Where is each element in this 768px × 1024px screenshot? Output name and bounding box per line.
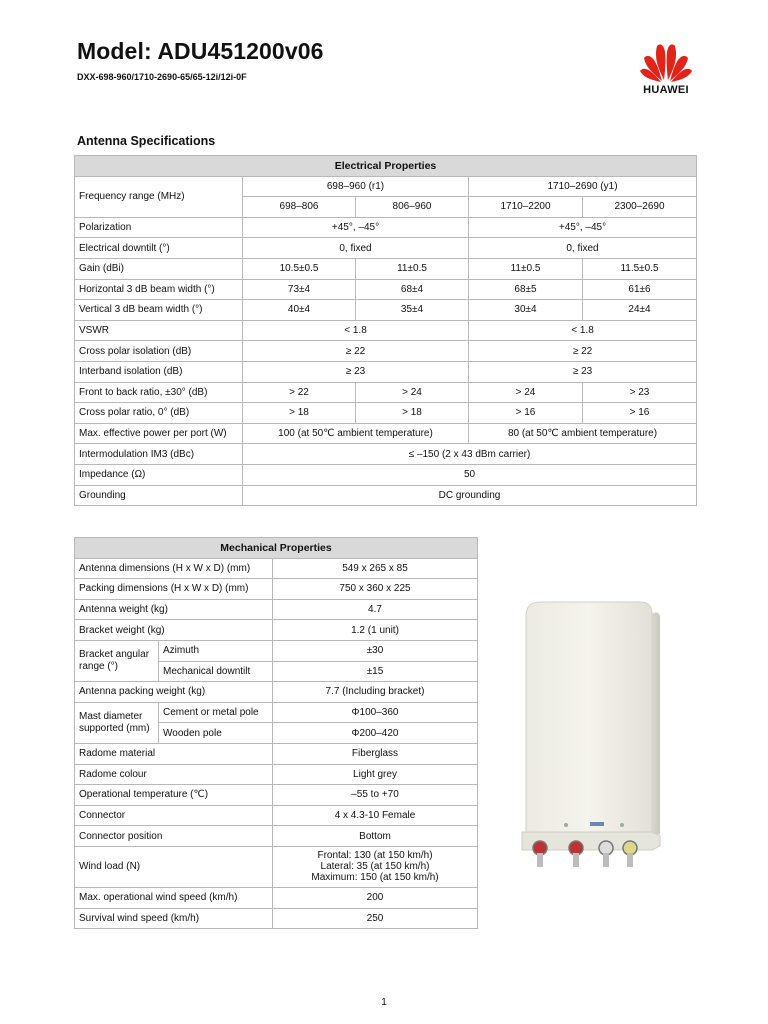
row-label: Radome colour — [75, 764, 273, 785]
row-label: Max. effective power per port (W) — [75, 423, 243, 444]
row-label: Electrical downtilt (°) — [75, 238, 243, 259]
row-label: Gain (dBi) — [75, 258, 243, 279]
electrical-properties-table — [74, 155, 697, 506]
table-row — [75, 682, 478, 703]
row-value: Φ100–360 — [273, 702, 478, 723]
row-value: 40±4 — [243, 300, 356, 321]
table-row — [75, 887, 478, 908]
row-label: Vertical 3 dB beam width (°) — [75, 300, 243, 321]
row-value: > 16 — [469, 403, 583, 424]
table-row — [75, 579, 478, 600]
row-label: Mast diameter supported (mm) — [75, 702, 159, 743]
row-value: Φ200–420 — [273, 723, 478, 744]
brand-name: HUAWEI — [643, 84, 689, 96]
row-label: Radome material — [75, 743, 273, 764]
row-value: 7.7 (Including bracket) — [273, 682, 478, 703]
huawei-logo-icon — [640, 38, 692, 82]
row-value: 50 — [243, 464, 697, 485]
row-value: +45°, –45° — [469, 217, 697, 238]
row-value: > 18 — [356, 403, 469, 424]
row-value: 11±0.5 — [469, 258, 583, 279]
row-value: > 16 — [583, 403, 697, 424]
table-row — [75, 320, 697, 341]
subband-806-960: 806–960 — [356, 197, 469, 218]
row-label: Operational temperature (℃) — [75, 785, 273, 806]
table-row — [75, 908, 478, 929]
row-label: Intermodulation IM3 (dBc) — [75, 444, 243, 465]
row-value: 10.5±0.5 — [243, 258, 356, 279]
row-label: Antenna packing weight (kg) — [75, 682, 273, 703]
row-value: 24±4 — [583, 300, 697, 321]
table-row — [75, 279, 697, 300]
subband-1710-2200: 1710–2200 — [469, 197, 583, 218]
row-value: 0, fixed — [469, 238, 697, 259]
row-label: Bracket angular range (°) — [75, 640, 159, 681]
row-label: Connector — [75, 805, 273, 826]
table-row — [75, 702, 478, 723]
electrical-properties-heading: Electrical Properties — [75, 156, 697, 177]
row-value: < 1.8 — [469, 320, 697, 341]
row-value: –55 to +70 — [273, 785, 478, 806]
row-sublabel: Azimuth — [159, 640, 273, 661]
row-value: Bottom — [273, 826, 478, 847]
page-title: Model: ADU451200v06 — [77, 38, 324, 64]
table-row — [75, 485, 697, 506]
row-value: ≥ 23 — [469, 361, 697, 382]
row-label: Antenna dimensions (H x W x D) (mm) — [75, 558, 273, 579]
table-row — [75, 464, 697, 485]
table-row — [75, 620, 478, 641]
antenna-product-image — [518, 596, 668, 881]
row-label: Polarization — [75, 217, 243, 238]
table-row — [75, 805, 478, 826]
row-sublabel: Wooden pole — [159, 723, 273, 744]
mechanical-properties-table — [74, 537, 478, 929]
table-row — [75, 785, 478, 806]
band-y1: 1710–2690 (y1) — [469, 176, 697, 197]
row-value: DC grounding — [243, 485, 697, 506]
table-row — [75, 599, 478, 620]
wind-load-maximum: Maximum: 150 (at 150 km/h) — [311, 872, 439, 884]
row-value: > 24 — [469, 382, 583, 403]
row-value: 11±0.5 — [356, 258, 469, 279]
row-label: Interband isolation (dB) — [75, 361, 243, 382]
model-code: DXX-698-960/1710-2690-65/65-12i/12i-0F — [77, 72, 247, 82]
wind-load-lateral: Lateral: 35 (at 150 km/h) — [320, 861, 430, 873]
row-value: > 18 — [243, 403, 356, 424]
table-row — [75, 444, 697, 465]
row-value: 549 x 265 x 85 — [273, 558, 478, 579]
band-r1: 698–960 (r1) — [243, 176, 469, 197]
table-row — [75, 423, 697, 444]
row-value: 1.2 (1 unit) — [273, 620, 478, 641]
table-row — [75, 217, 697, 238]
row-label: Packing dimensions (H x W x D) (mm) — [75, 579, 273, 600]
huawei-logo — [634, 38, 698, 98]
table-row — [75, 300, 697, 321]
row-value: 250 — [273, 908, 478, 929]
row-value: > 24 — [356, 382, 469, 403]
row-label: Grounding — [75, 485, 243, 506]
antenna-illustration-icon — [518, 596, 668, 881]
table-row — [75, 361, 697, 382]
row-label: Horizontal 3 dB beam width (°) — [75, 279, 243, 300]
table-row — [75, 764, 478, 785]
row-label: Connector position — [75, 826, 273, 847]
row-value: 35±4 — [356, 300, 469, 321]
table-row — [75, 846, 478, 887]
wind-load-frontal: Frontal: 130 (at 150 km/h) — [317, 850, 433, 862]
row-value: 30±4 — [469, 300, 583, 321]
row-label: Bracket weight (kg) — [75, 620, 273, 641]
section-title: Antenna Specifications — [77, 134, 216, 148]
row-value: < 1.8 — [243, 320, 469, 341]
mechanical-properties-heading: Mechanical Properties — [75, 538, 478, 559]
row-value: 200 — [273, 887, 478, 908]
subband-698-806: 698–806 — [243, 197, 356, 218]
row-value: 61±6 — [583, 279, 697, 300]
row-value: ≥ 22 — [469, 341, 697, 362]
row-value: > 23 — [583, 382, 697, 403]
row-label: Antenna weight (kg) — [75, 599, 273, 620]
row-value: > 22 — [243, 382, 356, 403]
table-row — [75, 341, 697, 362]
row-value: 11.5±0.5 — [583, 258, 697, 279]
row-value: ±15 — [273, 661, 478, 682]
row-value: 73±4 — [243, 279, 356, 300]
row-label: Front to back ratio, ±30° (dB) — [75, 382, 243, 403]
table-row — [75, 403, 697, 424]
table-row — [75, 258, 697, 279]
table-row — [75, 743, 478, 764]
table-row — [75, 640, 478, 661]
wind-load-values — [273, 846, 478, 887]
row-value: 100 (at 50℃ ambient temperature) — [243, 423, 469, 444]
row-label: Cross polar ratio, 0° (dB) — [75, 403, 243, 424]
row-label: Cross polar isolation (dB) — [75, 341, 243, 362]
row-label: Wind load (N) — [75, 846, 273, 887]
row-value: Fiberglass — [273, 743, 478, 764]
row-value: 750 x 360 x 225 — [273, 579, 478, 600]
row-sublabel: Mechanical downtilt — [159, 661, 273, 682]
row-label: VSWR — [75, 320, 243, 341]
subband-2300-2690: 2300–2690 — [583, 197, 697, 218]
row-value: Light grey — [273, 764, 478, 785]
table-row — [75, 382, 697, 403]
row-value: ≤ –150 (2 x 43 dBm carrier) — [243, 444, 697, 465]
table-row — [75, 826, 478, 847]
row-label: Max. operational wind speed (km/h) — [75, 887, 273, 908]
row-value: ±30 — [273, 640, 478, 661]
row-sublabel: Cement or metal pole — [159, 702, 273, 723]
table-row — [75, 238, 697, 259]
row-value: 68±5 — [469, 279, 583, 300]
row-value: ≥ 22 — [243, 341, 469, 362]
row-value: ≥ 23 — [243, 361, 469, 382]
page-number: 1 — [381, 997, 387, 1008]
row-value: +45°, –45° — [243, 217, 469, 238]
row-value: 4 x 4.3-10 Female — [273, 805, 478, 826]
row-value: 68±4 — [356, 279, 469, 300]
row-value: 4.7 — [273, 599, 478, 620]
table-row — [75, 558, 478, 579]
frequency-range-label: Frequency range (MHz) — [75, 176, 243, 217]
row-value: 80 (at 50℃ ambient temperature) — [469, 423, 697, 444]
row-label: Impedance (Ω) — [75, 464, 243, 485]
row-value: 0, fixed — [243, 238, 469, 259]
row-label: Survival wind speed (km/h) — [75, 908, 273, 929]
